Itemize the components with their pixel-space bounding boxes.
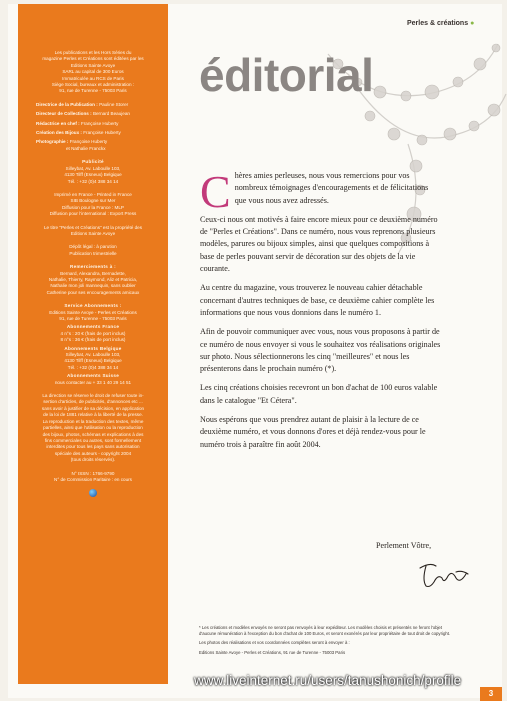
staff-name: Bernard Beaujean: [92, 111, 130, 117]
legal-line: Publication trimestrielle: [69, 250, 117, 256]
disclaimer-line: sans avoir à justifier de sa décision, en application: [41, 405, 145, 411]
body-paragraph: Nous espérons que vous prendrez autant de plaisir à la lecture de ce deuxième numéro, et vous donnons d'ores et déjà rendez-vous pour le numéro trois à paraître fin août 2004.: [200, 415, 426, 449]
page-title: éditorial: [199, 49, 374, 101]
footnote-block: [199, 625, 454, 659]
staff-role: Directeur de Collections :: [36, 111, 92, 117]
handwritten-signature: [416, 560, 472, 590]
belgium-line: Tél. : +32 (0)4 388 34 14: [67, 364, 119, 370]
publisher-line: magazine Perles et Créations sont éditées par les: [42, 56, 144, 62]
property-block: [28, 225, 158, 238]
globe-icon: [89, 489, 97, 497]
watermark-url: www.liveinternet.ru/users/tanushonich/profile: [194, 673, 462, 688]
property-line: Editions Sainte Avoye: [70, 230, 116, 236]
publicity-line: Silleybat, Av. Laboulle 103,: [65, 165, 121, 171]
printing-line: Imprimé en France - Printed in France: [54, 191, 132, 197]
printing-line: Diffusion pour la France : MLP: [62, 204, 124, 210]
publicity-heading: Publicité: [82, 159, 104, 165]
subscriptions-block: [28, 303, 158, 386]
staff-role: Création des Bijoux :: [36, 130, 82, 136]
staff-block: [28, 102, 158, 152]
swiss-heading: Abonnements Suisse: [66, 373, 120, 379]
disclaimer-line: partielles, ainsi que l'utilisation ou la reproduction: [43, 425, 143, 431]
thanks-line: Nathalie, Thierry, Raymond, Aliz et Patricia,: [48, 276, 138, 282]
issn-line: N° ISSN : 1766-9790: [71, 470, 115, 476]
signoff: Perlement Vôtre,: [376, 541, 432, 550]
disclaimer-line: La direction se réserve le droit de refuser toute in-: [42, 393, 144, 399]
magazine-page: [8, 4, 502, 698]
publisher-block: [28, 50, 158, 95]
publisher-line: Immatriculée au RCS de Paris: [62, 75, 124, 81]
thanks-block: [28, 264, 158, 296]
publicity-line: Tél. : +32 (0)4 388 34 14: [67, 178, 119, 184]
publicity-line: 4130 Tilff (Esneux) Belgique: [64, 172, 122, 178]
disclaimer-line: La reproduction et la traduction des textes, même: [42, 418, 144, 424]
page-number: 3: [480, 687, 502, 701]
publisher-line: Siège Social, bureaux et administration :: [51, 82, 135, 88]
disclaimer-line: interdites pour tous les pays sans autorisation: [46, 444, 140, 450]
body-paragraph: Ceux-ci nous ont motivés à faire encore mieux pour ce deuxième numéro de "Perles et Créations". Dans ce numéro, nous vous reprenons plusieurs modèles, parures ou bijoux simples, ainsi que quelques compositions à base de perles pouvant servir de décoration sur des objets de la vie courante.: [200, 214, 438, 274]
issn-block: [28, 471, 158, 498]
subscriptions-line: 91, rue de Turenne - 75003 Paris: [59, 316, 127, 321]
disclaimer-block: [28, 393, 158, 463]
issn-line: N° de Commission Paritaire : en cours: [54, 476, 132, 482]
body-paragraph: Au centre du magazine, vous trouverez le nouveau cahier détachable concernant d'autres techniques de base, ce deuxième cahier complète les informations que nous vous donnions dans le numéro 1.: [200, 283, 435, 317]
staff-name: Françoise Huberty: [83, 130, 121, 136]
belgium-line: 4130 Tilff (Esneux) Belgique: [64, 358, 122, 364]
belgium-line: Silleybat, Av. Laboulle 103,: [65, 352, 121, 358]
masthead-sidebar: [18, 4, 168, 684]
publisher-line: 91, rue de Turenne - 75003 Paris: [59, 88, 127, 94]
section-tag: [407, 20, 474, 27]
staff-extra: et Nathalie Franckx: [66, 145, 106, 151]
swiss-line: nous contacter au + 33 1 40 29 14 51: [54, 379, 132, 385]
publisher-line: Editions Sainte Avoye: [70, 62, 116, 68]
france-line: 8 n°s : 36 € (frais de port inclus): [60, 337, 126, 343]
editorial-body: [200, 166, 442, 458]
belgium-heading: Abonnements Belgique: [64, 345, 122, 351]
footnote-line: Les photos des réalisations et vos coordonnées complètes seront à envoyer à :: [199, 640, 350, 646]
thanks-line: Nathalie mon joli mannequin, sans oublier: [50, 283, 136, 289]
printing-line: SIB Boulogne sur Mer: [70, 198, 116, 204]
staff-role: Directrice de la Publication :: [36, 101, 98, 107]
legal-block: [28, 244, 158, 257]
disclaimer-line: des bijoux, photos, schémas et explications à des: [42, 431, 144, 437]
publicity-block: [28, 159, 158, 185]
dropcap-letter: C: [200, 166, 231, 217]
disclaimer-line: de la loi de 1881 relative à la liberté de la presse.: [43, 412, 143, 418]
staff-role: Photographie :: [36, 139, 69, 145]
printing-block: [28, 192, 158, 218]
body-paragraph: [200, 166, 442, 217]
thanks-line: Bernard, Alexandra, Bernadette,: [60, 270, 126, 276]
subscriptions-line: Editions Sainte Avoye - Perles et Créations: [49, 309, 137, 315]
footnote-line: * Les créations et modèles envoyés ne seront pas renvoyés à leur expéditeur. Les modèles choisis et présentés ne feront l'objet d'aucune rémunération à l'exception du bon d'achat de 100 Euros, et seront exonérés par leur propriétaire de tout droit de copyright.: [199, 625, 451, 637]
publisher-line: SARL au capital de 300 Euros: [62, 69, 124, 75]
legal-line: Dépôt légal : à parution: [69, 244, 117, 250]
thanks-heading: Remerciements à :: [70, 264, 116, 270]
disclaimer-line: spéciale des auteurs - copyright 2004: [54, 450, 132, 456]
section-tag-label: Perles & créations: [407, 20, 469, 27]
paragraph-text: hères amies perleuses, nous vous remercions pour vos nombreux témoignages d'encouragements et de félicitations que vous nous avez adressés.: [234, 171, 429, 205]
bullet-dot-icon: ●: [470, 20, 475, 27]
thanks-line: Catherine pour ses encouragements amicaux: [46, 289, 140, 295]
publisher-line: Les publications et les Hors Séries du: [54, 50, 132, 55]
body-paragraph: Les cinq créations choisies recevront un bon d'achat de 100 euros valable dans le catalogue "Et Cétera".: [200, 383, 438, 405]
subscriptions-heading: Service Abonnements :: [64, 303, 122, 309]
staff-name: Françoise Huberty: [80, 120, 119, 126]
staff-name: Pauline Storer: [99, 101, 129, 107]
disclaimer-line: sertion d'articles, de publicités, d'annonces etc ...: [43, 399, 143, 405]
staff-name: Françoise Huberty: [69, 139, 108, 145]
disclaimer-line: fins commerciales ou autres, sont formellement: [44, 437, 142, 443]
france-heading: Abonnements France: [66, 324, 120, 330]
footnote-line: Editions Sainte Avoye - Perles et Créations, 91 rue de Turenne - 75003 Paris: [199, 649, 346, 655]
property-line: Le titre "Perles et Créations" est la propriété des: [44, 224, 142, 230]
printing-line: Diffusion pour l'international : Export Press: [49, 211, 137, 217]
disclaimer-line: (tous droits réservés).: [70, 457, 116, 463]
france-line: 4 n°s : 20 € (frais de port inclus): [60, 330, 126, 336]
body-paragraph: Afin de pouvoir communiquer avec vous, nous vous proposons à partir de ce numéro de nous envoyer si vous le souhaitez vos réalisations originales sur photo. Nous sélectionnerons les cinq "meilleures" et nous les présenterons dans le prochain numéro (*).: [200, 327, 441, 374]
staff-role: Rédactrice en chef :: [36, 120, 80, 126]
